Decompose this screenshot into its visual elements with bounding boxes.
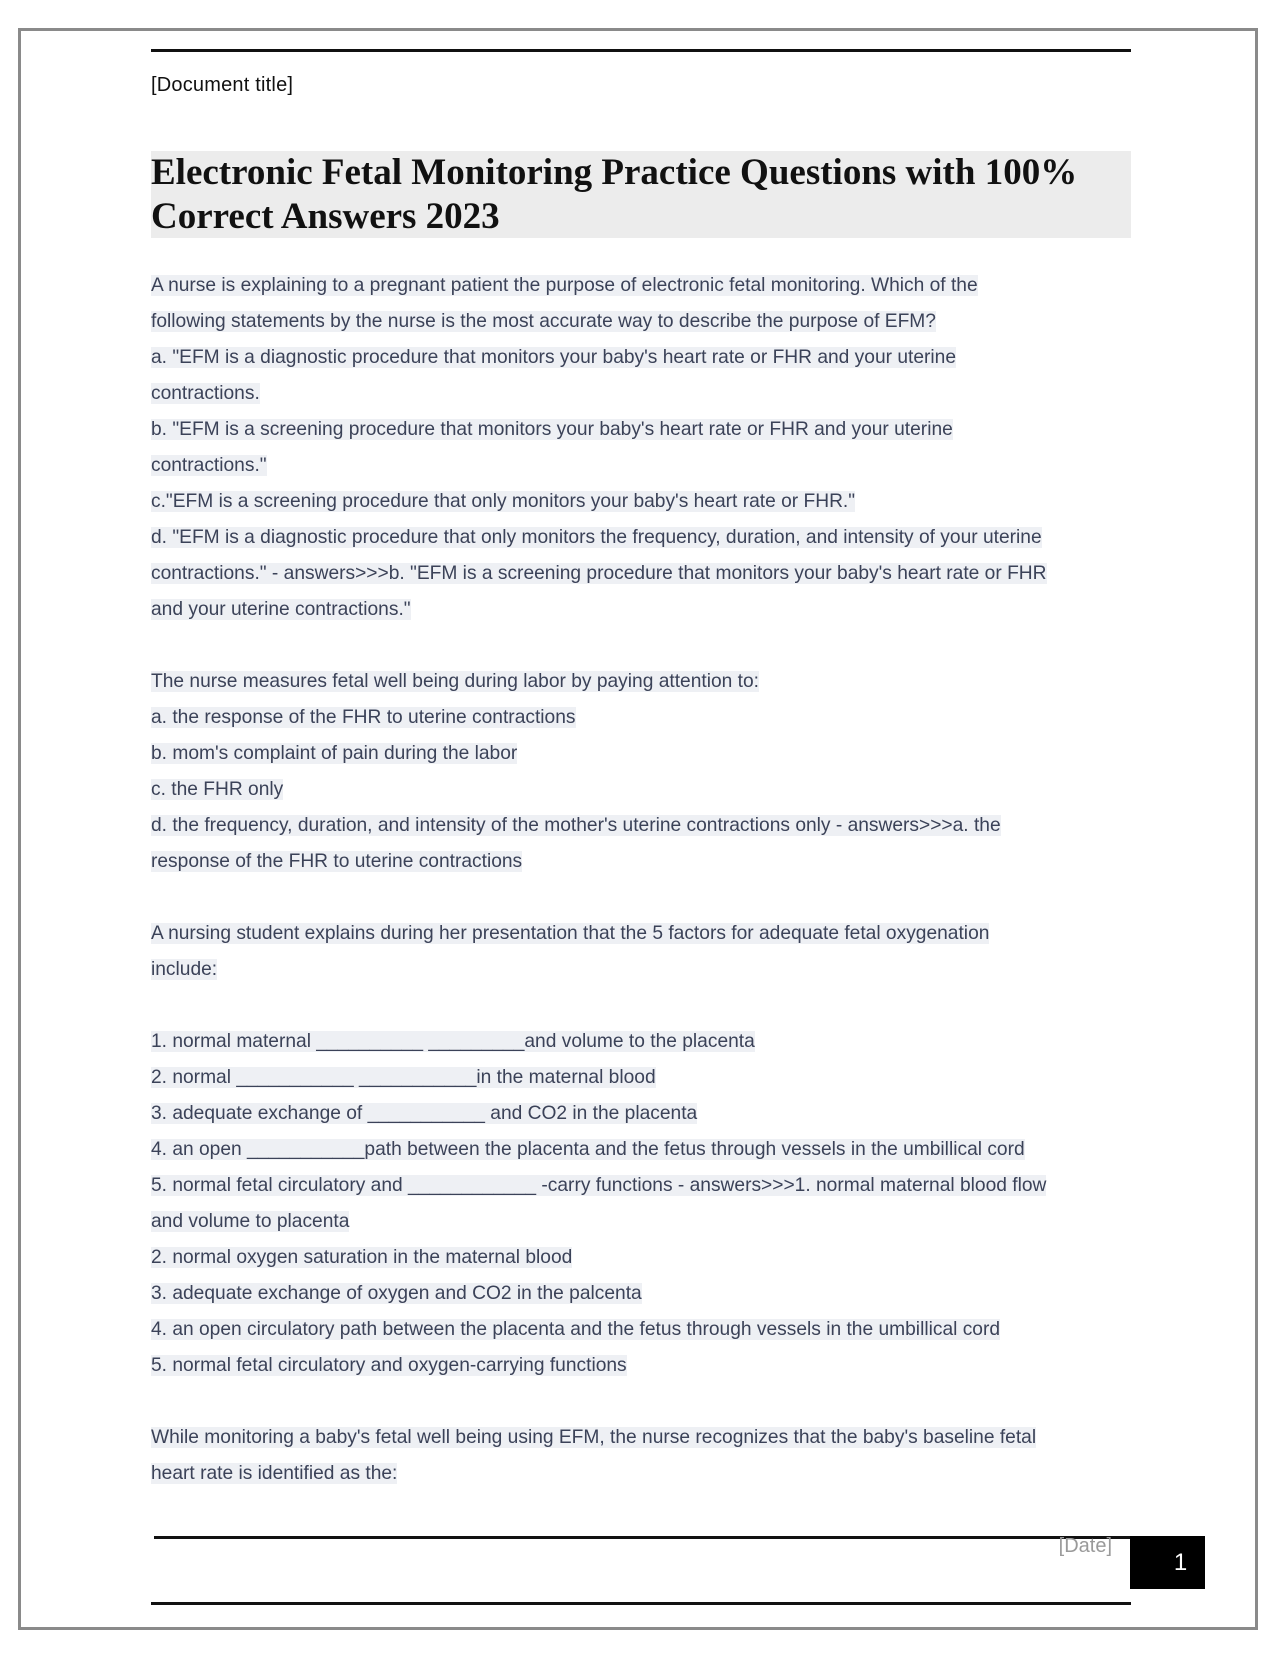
footer-date: [Date] <box>1058 1535 1112 1557</box>
text-line <box>151 1276 1141 1312</box>
text-line <box>151 1456 1141 1492</box>
paragraph <box>151 1024 1141 1384</box>
text-line-content: A nurse is explaining to a pregnant patient the purpose of electronic fetal monitoring. Which of the <box>151 275 978 296</box>
text-line-content: contractions." - answers>>>b. "EFM is a screening procedure that monitors your baby's heart rate or FHR <box>151 563 1047 584</box>
text-line <box>151 268 1141 304</box>
document-body <box>151 268 1141 1492</box>
heading-line-1: Electronic Fetal Monitoring Practice Questions with 100% <box>151 152 1078 193</box>
text-line-content: a. "EFM is a diagnostic procedure that monitors your baby's heart rate or FHR and your uterine <box>151 347 957 368</box>
text-line-content: While monitoring a baby's fetal well being using EFM, the nurse recognizes that the baby's baseline fetal <box>151 1427 1037 1448</box>
text-line-content: contractions. <box>151 383 260 404</box>
text-line <box>151 1024 1141 1060</box>
text-line-content: include: <box>151 959 218 980</box>
text-line-content: 5. normal fetal circulatory and oxygen-carrying functions <box>151 1355 627 1376</box>
text-line-content: 5. normal fetal circulatory and ____________ -carry functions - answers>>>1. normal maternal blood flow <box>151 1175 1047 1196</box>
text-line-content: b. "EFM is a screening procedure that monitors your baby's heart rate or FHR and your uterine <box>151 419 953 440</box>
text-line <box>151 916 1141 952</box>
text-line <box>151 1132 1141 1168</box>
text-line <box>151 484 1141 520</box>
text-line <box>151 1204 1141 1240</box>
text-line <box>151 1348 1141 1384</box>
text-line <box>151 556 1141 592</box>
text-line <box>151 700 1141 736</box>
text-line <box>151 952 1141 988</box>
text-line <box>151 1060 1141 1096</box>
text-line-content: 3. adequate exchange of oxygen and CO2 in the palcenta <box>151 1283 642 1304</box>
text-line-content: 2. normal oxygen saturation in the maternal blood <box>151 1247 573 1268</box>
text-line <box>151 772 1141 808</box>
text-line-content: d. the frequency, duration, and intensity of the mother's uterine contractions only - answers>>>a. the <box>151 815 1001 836</box>
footer-bottom-rule <box>151 1602 1131 1605</box>
text-line <box>151 376 1141 412</box>
page-number: 1 <box>1130 1536 1205 1589</box>
text-line <box>151 736 1141 772</box>
text-line <box>151 448 1141 484</box>
text-line-content: response of the FHR to uterine contractions <box>151 851 523 872</box>
text-line <box>151 520 1141 556</box>
text-line-content: c. the FHR only <box>151 779 284 800</box>
text-line-content: 1. normal maternal __________ _________and volume to the placenta <box>151 1031 755 1052</box>
header-rule <box>151 49 1131 52</box>
text-line-content: following statements by the nurse is the most accurate way to describe the purpose of EFM? <box>151 311 936 332</box>
document-title: [Document title] <box>151 74 294 96</box>
text-line-content: contractions." <box>151 455 267 476</box>
heading-line-2: Correct Answers 2023 <box>151 196 500 237</box>
text-line-content: 3. adequate exchange of ___________ and CO2 in the placenta <box>151 1103 698 1124</box>
text-line <box>151 340 1141 376</box>
text-line <box>151 1312 1141 1348</box>
footer-rule <box>154 1536 1130 1539</box>
text-line-content: b. mom's complaint of pain during the labor <box>151 743 518 764</box>
text-line-content: 2. normal ___________ ___________in the maternal blood <box>151 1067 656 1088</box>
text-line-content: c."EFM is a screening procedure that only monitors your baby's heart rate or FHR." <box>151 491 856 512</box>
text-line-content: 4. an open circulatory path between the placenta and the fetus through vessels in the umbillical cord <box>151 1319 1001 1340</box>
paragraph <box>151 664 1141 880</box>
text-line <box>151 664 1141 700</box>
text-line-content: and volume to placenta <box>151 1211 350 1232</box>
text-line-content: a. the response of the FHR to uterine contractions <box>151 707 576 728</box>
text-line <box>151 412 1141 448</box>
text-line <box>151 844 1141 880</box>
text-line-content: heart rate is identified as the: <box>151 1463 398 1484</box>
text-line <box>151 304 1141 340</box>
text-line <box>151 592 1141 628</box>
text-line-content: 4. an open ___________path between the placenta and the fetus through vessels in the umbillical cord <box>151 1139 1025 1160</box>
paragraph <box>151 268 1141 628</box>
text-line <box>151 1096 1141 1132</box>
text-line <box>151 808 1141 844</box>
page-heading <box>151 151 1131 238</box>
text-line <box>151 1420 1141 1456</box>
paragraph <box>151 1420 1141 1492</box>
paragraph <box>151 916 1141 988</box>
text-line-content: d. "EFM is a diagnostic procedure that only monitors the frequency, duration, and intensity of your uterine <box>151 527 1042 548</box>
text-line <box>151 1240 1141 1276</box>
text-line-content: and your uterine contractions." <box>151 599 411 620</box>
text-line <box>151 1168 1141 1204</box>
text-line-content: A nursing student explains during her presentation that the 5 factors for adequate fetal oxygenation <box>151 923 990 944</box>
text-line-content: The nurse measures fetal well being during labor by paying attention to: <box>151 671 759 692</box>
